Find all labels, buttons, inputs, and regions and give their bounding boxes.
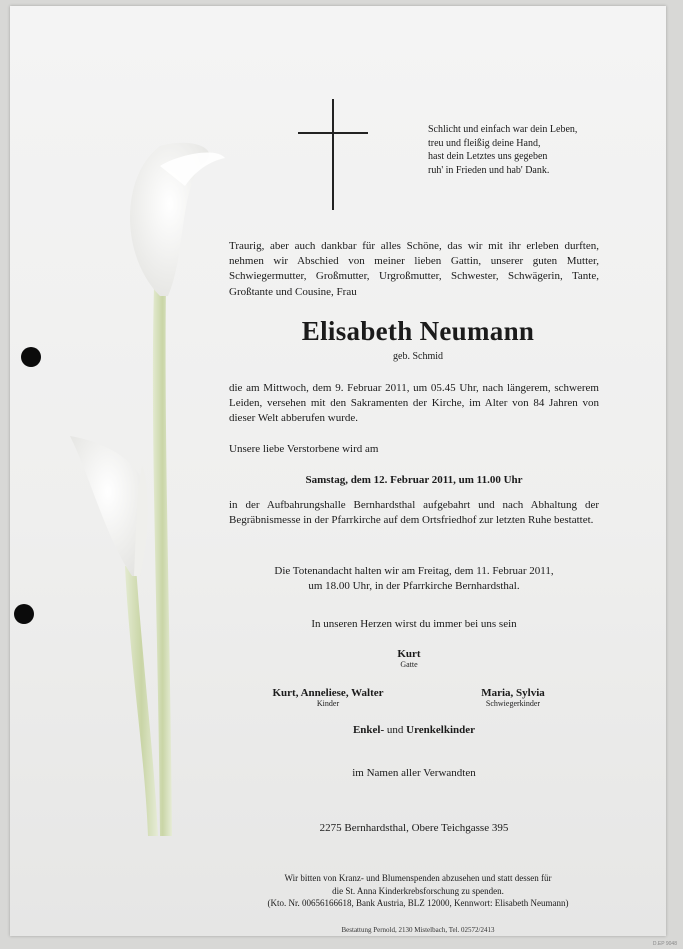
mourner-spouse [329, 648, 489, 669]
funeral-date: Samstag, dem 12. Februar 2011, um 11.00 Uhr [305, 474, 523, 486]
deceased-name: Elisabeth Neumann [301, 316, 535, 346]
calla-lily-illustration [50, 136, 250, 856]
spouse-role: Gatte [400, 660, 418, 669]
funeral-paragraph: in der Aufbahrungshalle Bernhardsthal aufgebahrt und nach Abhaltung der Begräbnismesse in der Pfarrkirche auf dem Ortsfriedhof zur letzten Ruhe bestattet. [229, 499, 599, 527]
vigil-notice [229, 564, 599, 594]
cross-horizontal [298, 132, 368, 134]
obituary-sheet [10, 6, 666, 936]
donation-line: (Kto. Nr. 00656166618, Bank Austria, BLZ 12000, Kennwort: Elisabeth Neumann) [267, 898, 569, 908]
donation-request [238, 872, 598, 910]
mourner-in-laws [438, 687, 588, 708]
punch-hole-upper [21, 347, 41, 367]
print-code: D.EP 9048 [652, 941, 677, 947]
vigil-line: Die Totenandacht halten wir am Freitag, dem 11. Februar 2011, [274, 565, 554, 577]
vigil-line: um 18.00 Uhr, in der Pfarrkirche Bernhardsthal. [308, 580, 520, 593]
poem-line: Schlicht und einfach war dein Leben, [428, 124, 578, 135]
donation-line: Wir bitten von Kranz- und Blumenspenden abzusehen und statt dessen für [284, 873, 552, 883]
relatives-line: im Namen aller Verwandten [352, 767, 476, 779]
poem [428, 123, 618, 177]
address: 2275 Bernhardsthal, Obere Teichgasse 395 [319, 822, 509, 834]
spouse-name: Kurt [397, 648, 421, 660]
children-role: Kinder [316, 699, 340, 708]
grandchildren-label: Enkel- [352, 724, 385, 736]
donation-line: die St. Anna Kinderkrebsforschung zu spenden. [332, 885, 504, 896]
deceased-intro: Unsere liebe Verstorbene wird am [229, 443, 379, 455]
intro-paragraph: Traurig, aber auch dankbar für alles Schöne, das wir mit ihr erleben durften, nehmen wir Abschied von meiner lieben Gattin, unserer guten Mutter, Schwiegermutter, Großmutter, Urgroßmutter, Schwester, Schwägerin, Tante, Großtante und Cousine, Frau [229, 240, 599, 298]
in-laws-names: Maria, Sylvia [481, 687, 545, 699]
in-laws-role: Schwiegerkinder [485, 699, 541, 708]
poem-line: ruh' in Frieden und hab' Dank. [428, 164, 550, 176]
poem-line: hast dein Letztes uns gegeben [428, 151, 548, 162]
mourner-children [238, 687, 418, 708]
grandchildren-conjunction: und [384, 724, 407, 736]
mourner-grandchildren [229, 724, 599, 736]
motto: In unseren Herzen wirst du immer bei uns sein [311, 618, 517, 630]
funeral-home: Bestattung Pernold, 2130 Mistelbach, Tel. 02572/2413 [341, 926, 495, 934]
children-names: Kurt, Anneliese, Walter [272, 687, 384, 699]
punch-hole-lower [14, 604, 34, 624]
cross-vertical [332, 99, 334, 210]
death-paragraph: die am Mittwoch, dem 9. Februar 2011, um 05.45 Uhr, nach längerem, schwerem Leiden, versehen mit den Sakramenten der Kirche, im Alter von 84 Jahren von dieser Welt abberufen wurde. [229, 382, 599, 425]
great-grandchildren-label: Urenkelkinder [406, 724, 476, 736]
poem-line: treu und fleißig deine Hand, [428, 137, 541, 149]
maiden-name: geb. Schmid [393, 351, 443, 362]
